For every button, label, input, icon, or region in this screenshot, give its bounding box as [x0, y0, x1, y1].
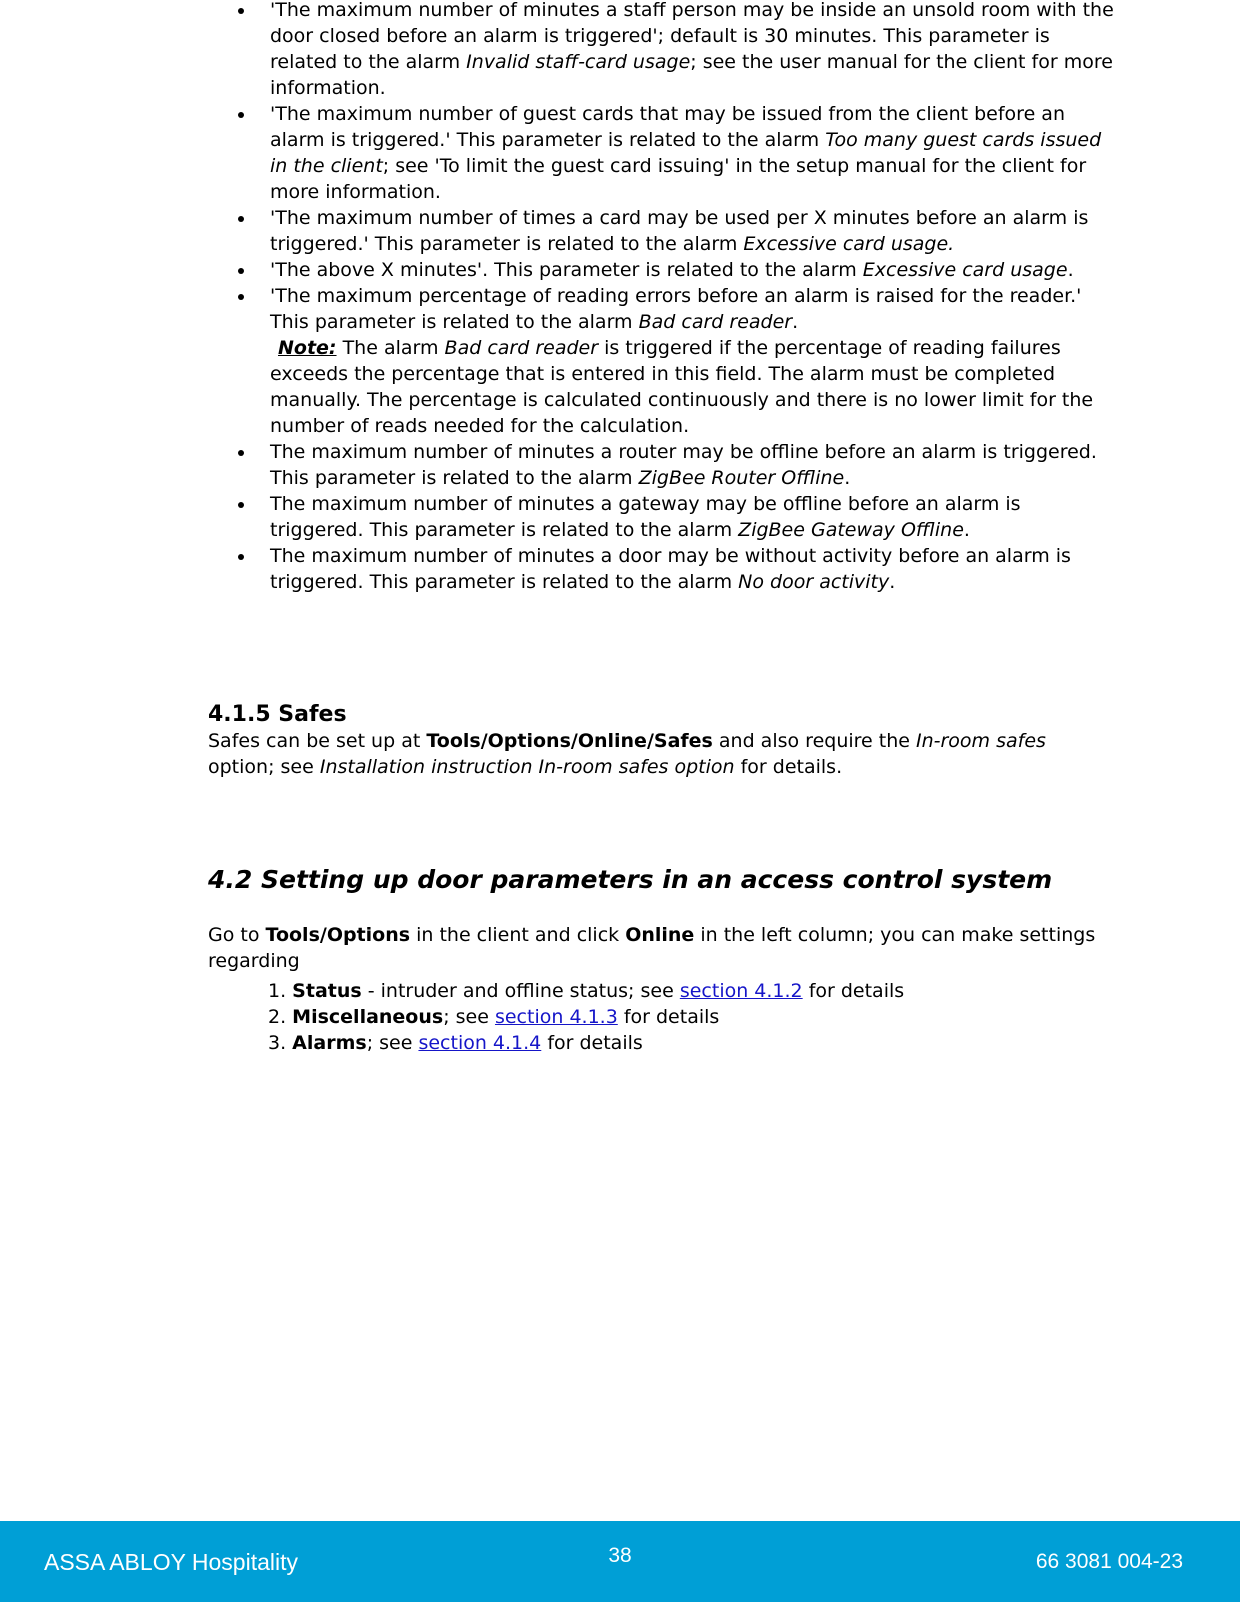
list-item: 'The maximum percentage of reading errors before an alarm is raised for the reader.' This parameter is related to the alarm Bad card reader. Note: The alarm Bad card reader is triggered if the percentage of reading failures exceeds the percentage that is entered in this field. The alarm must be completed manually. The percentage is calculated continuously and there is no lower limit for the number of reads needed for the calculation. [270, 283, 1120, 439]
document-number: 66 3081 004-23 [1035, 1550, 1183, 1573]
list-item: 'The above X minutes'. This parameter is related to the alarm Excessive card usage. [270, 257, 1120, 283]
list-item: 3. Alarms; see section 4.1.4 for details [268, 1032, 643, 1054]
section-heading-safes: 4.1.5 Safes [208, 702, 347, 727]
section-4-1-2-link[interactable]: section 4.1.2 [679, 980, 803, 1002]
settings-list [268, 978, 904, 1056]
list-item: 'The maximum number of times a card may be used per X minutes before an alarm is triggered.' This parameter is related to the alarm Excessive card usage. [270, 205, 1120, 257]
page-footer [0, 1521, 1240, 1602]
list-item: The maximum number of minutes a router may be offline before an alarm is triggered. This parameter is related to the alarm ZigBee Router Offline. [270, 439, 1120, 491]
list-item: The maximum number of minutes a gateway may be offline before an alarm is triggered. This parameter is related to the alarm ZigBee Gateway Offline. [270, 491, 1120, 543]
safes-paragraph: Safes can be set up at Tools/Options/Online/Safes and also require the In-room safes option; see Installation instruction In-room safes option for details. [208, 730, 1046, 778]
alarm-parameter-list [270, 0, 1120, 595]
list-item: 2. Miscellaneous; see section 4.1.3 for details [268, 1006, 720, 1028]
list-item: 'The maximum number of minutes a staff person may be inside an unsold room with the door closed before an alarm is triggered'; default is 30 minutes. This parameter is related to the alarm Invalid staff-card usage; see the user manual for the client for more information. [270, 0, 1120, 101]
list-item: 1. Status - intruder and offline status; see section 4.1.2 for details [268, 980, 905, 1002]
section-heading-door-parameters: 4.2 Setting up door parameters in an access control system [208, 865, 1053, 894]
footer-brand: ASSA ABLOY Hospitality [44, 1549, 298, 1575]
page-number: 38 [608, 1544, 632, 1567]
door-parameters-paragraph: Go to Tools/Options in the client and click Online in the left column; you can make settings regarding [208, 924, 1096, 972]
section-4-1-3-link[interactable]: section 4.1.3 [494, 1006, 618, 1028]
section-4-1-4-link[interactable]: section 4.1.4 [418, 1032, 542, 1054]
note-label: Note: [278, 337, 337, 359]
list-item: The maximum number of minutes a door may be without activity before an alarm is triggered. This parameter is related to the alarm No door activity. [270, 543, 1120, 595]
list-item: 'The maximum number of guest cards that may be issued from the client before an alarm is triggered.' This parameter is related to the alarm Too many guest cards issued in the client; see 'To limit the guest card issuing' in the setup manual for the client for more information. [270, 101, 1120, 205]
